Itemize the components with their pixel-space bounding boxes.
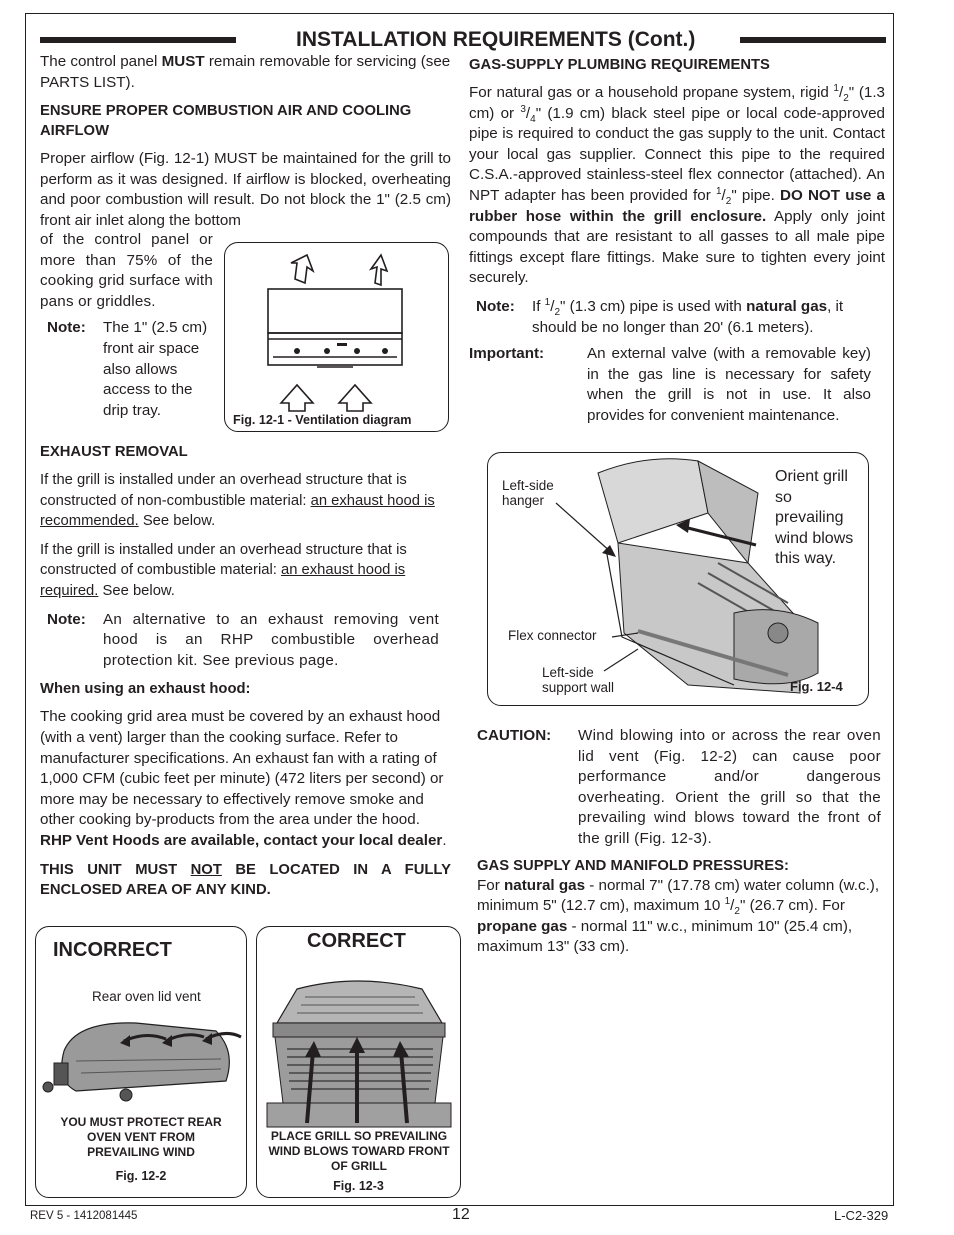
enclosure-warning: THIS UNIT MUST NOT BE LOCATED IN A FULLY ENCLOSED AREA OF ANY KIND. bbox=[40, 861, 451, 898]
gas-plumbing-paragraph: For natural gas or a household propane system, rigid $^1/_2$" (1.3 cm) or $^3/_4$" (1.9 cm) black steel pipe or local code-approved pipe is required to conduct the gas supply to the unit. Contact your local gas supplier. Connect this pipe to the required C.S.A.-approved stainless-steel flex connector (attached). An NPT adapter has been provided for $^1/_2$" pipe. DO NOT use a rubber hose within the grill enclosure. Apply only joint compounds that are resistant to all gasses to all male pipe fittings except flare fittings. Make sure to tighten every joint securely. bbox=[469, 82, 885, 287]
intro-paragraph: The control panel MUST remain removable for servicing (see PARTS LIST). bbox=[40, 53, 451, 91]
flex-connector-label: Flex connector bbox=[508, 628, 597, 643]
fig-12-2-caption: YOU MUST PROTECT REAR OVEN VENT FROM PREVAILING WIND bbox=[60, 1115, 222, 1159]
document-code: L-C2-329 bbox=[834, 1208, 889, 1223]
title-rule-left bbox=[40, 37, 236, 43]
title-bar bbox=[40, 30, 886, 54]
exhaust-section bbox=[40, 442, 451, 900]
ventilation-diagram bbox=[224, 242, 449, 432]
pressures-heading: GAS SUPPLY AND MANIFOLD PRESSURES: bbox=[477, 857, 789, 874]
pipe-length-note: Note: If $^1/_2$" (1.3 cm) pipe is used with natural gas, it should be no longer than 20' (6.1 meters). bbox=[476, 296, 844, 336]
ventilation-grill-illustration bbox=[225, 243, 448, 413]
pressures-paragraph: For natural gas - normal 7" (17.78 cm) water column (w.c.), minimum 5" (12.7 cm), maximum 10 $^1/_2$" (26.7 cm). For propane gas - normal 11" w.c., minimum 10" (25.4 cm), maximum 13" (33 cm). bbox=[477, 876, 880, 956]
hood-paragraph: The cooking grid area must be covered by an exhaust hood (with a vent) larger than the cooking surface. Refer to manufacturer specifications. An exhaust fan with a rating of 1,000 CFM (cubic feet per minute) (472 liters per second) or more may be necessary to effectively remove smoke and other cooking by-products from the area under the hood. RHP Vent Hoods are available, contact your local dealer. bbox=[40, 708, 447, 849]
left-side-support-wall-label: Left-side support wall bbox=[542, 665, 615, 695]
fig-12-4-gas-connection bbox=[487, 452, 869, 706]
orient-grill-label: Orient grill so prevailing wind blows this way. bbox=[775, 468, 854, 567]
fig-12-2-incorrect bbox=[35, 926, 247, 1198]
right-column bbox=[469, 55, 885, 427]
incorrect-heading: INCORRECT bbox=[53, 939, 172, 961]
exhaust-paragraph-1: If the grill is installed under an overhead structure that is constructed of non-combustible material: an exhaust hood is recommended. See below. bbox=[40, 472, 435, 530]
exhaust-paragraph-2: If the grill is installed under an overhead structure that is constructed of combustible material: an exhaust hood is required. See below. bbox=[40, 541, 407, 599]
rear-oven-vent-label: Rear oven lid vent bbox=[92, 989, 201, 1004]
fig-12-4-number: Fig. 12-4 bbox=[790, 679, 843, 694]
important-note: Important: An external valve (with a removable key) in the gas line is necessary for safety when the grill is not in use. It also provides for convenient maintenance. bbox=[469, 345, 871, 424]
left-side-hanger-label: Left-side hanger bbox=[502, 478, 554, 508]
gas-plumbing-heading: GAS-SUPPLY PLUMBING REQUIREMENTS bbox=[469, 57, 770, 73]
air-space-note: Note: The 1" (2.5 cm) front air space also allows access to the drip tray. bbox=[47, 319, 208, 419]
exhaust-heading: EXHAUST REMOVAL bbox=[40, 444, 188, 460]
left-column bbox=[40, 52, 451, 232]
exhaust-note: Note: An alternative to an exhaust removing vent hood is an RHP combustible overhead protection kit. See previous page. bbox=[47, 610, 439, 669]
fig-12-2-number: Fig. 12-2 bbox=[115, 1169, 167, 1183]
fig-12-1-caption: Fig. 12-1 - Ventilation diagram bbox=[233, 413, 412, 427]
correct-heading: CORRECT bbox=[307, 930, 406, 952]
hood-heading: When using an exhaust hood: bbox=[40, 681, 251, 698]
incorrect-grill-illustration bbox=[36, 1011, 246, 1111]
airflow-heading: ENSURE PROPER COMBUSTION AIR AND COOLING AIRFLOW bbox=[40, 103, 412, 140]
right-column-lower bbox=[477, 726, 882, 958]
title-rule-right bbox=[740, 37, 886, 43]
fig-12-3-correct bbox=[256, 926, 461, 1198]
fig-12-3-number: Fig. 12-3 bbox=[333, 1179, 384, 1193]
airflow-paragraph: Proper airflow (Fig. 12-1) MUST be maintained for the grill to perform as it was designed. If airflow is blocked, overheating and poor combustion will result. Do not block the 1" (2.5 cm) front air inlet along the bottom bbox=[40, 150, 451, 229]
revision-code: REV 5 - 1412081445 bbox=[30, 1210, 138, 1222]
page-number: 12 bbox=[452, 1206, 470, 1223]
page-title: INSTALLATION REQUIREMENTS (Cont.) bbox=[296, 28, 696, 51]
caution-note: CAUTION: Wind blowing into or across the rear oven lid vent (Fig. 12-2) can cause poor performance and/or dangerous overheating. Orient the grill so that the prevailing wind blows toward the front of the grill (Fig. 12-3). bbox=[477, 727, 881, 847]
airflow-continued: of the control panel or more than 75% of the cooking grid surface with pans or griddles. Note: The 1" (2.5 cm) front air space also allows access to the drip tray. bbox=[40, 230, 213, 421]
fig-12-3-caption: PLACE GRILL SO PREVAILING WIND BLOWS TOWARD FRONT OF GRILL bbox=[268, 1129, 450, 1173]
correct-grill-illustration bbox=[257, 953, 460, 1133]
